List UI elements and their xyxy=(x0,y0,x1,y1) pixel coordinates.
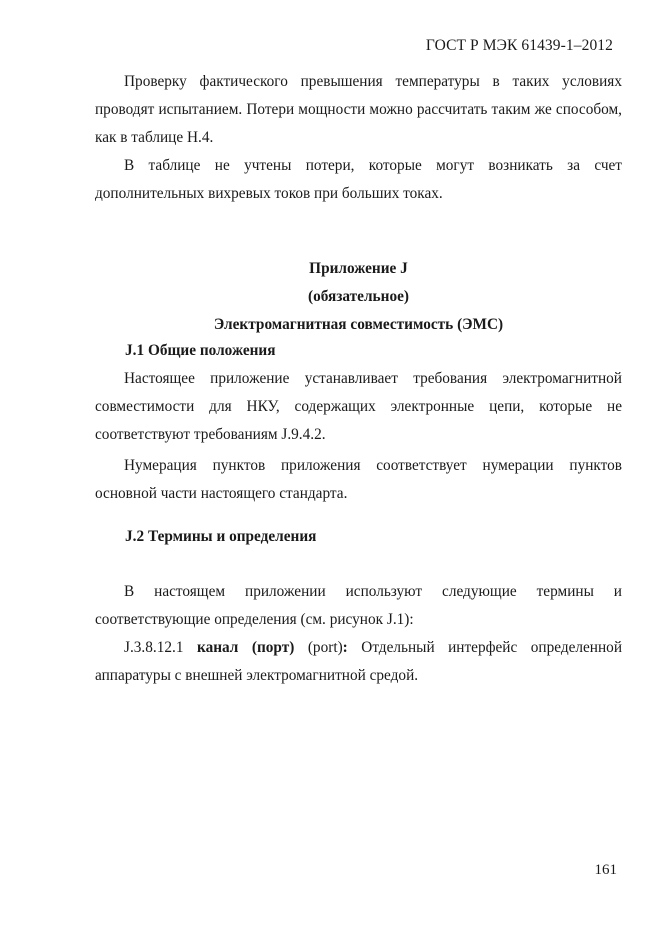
section-1-paragraph-2: Нумерация пунктов приложения соответствует нумерации пунктов основной части настоящего стандарта. xyxy=(95,457,622,502)
term-definition: Отдельный интерфейс определенной аппаратуры с внешней электромагнитной средой. xyxy=(95,639,623,684)
intro-paragraph-1: Проверку фактического превышения температуры в таких условиях проводят испытанием. Потери мощности можно рассчитать таким же способом, как в таблице H.4. xyxy=(95,73,622,146)
annex-subject: Электромагнитная совместимость (ЭМС) xyxy=(213,316,504,333)
page-number: 161 xyxy=(594,862,617,878)
intro-text xyxy=(95,68,622,208)
section-1-heading: J.1 Общие положения xyxy=(125,342,276,359)
term-name: канал (порт) xyxy=(196,639,295,656)
term-english: (port) xyxy=(307,639,343,656)
section-2-text xyxy=(95,578,622,690)
section-2-heading: J.2 Термины и определения xyxy=(125,528,317,545)
section-1-text xyxy=(95,365,622,508)
annex-title: Приложение J xyxy=(309,260,408,277)
term-colon: : xyxy=(342,639,348,656)
term-definition-paragraph xyxy=(95,634,622,690)
intro-paragraph-2: В таблице не учтены потери, которые могут возникать за счет дополнительных вихревых токов при больших токах. xyxy=(95,157,622,202)
term-number: J.3.8.12.1 xyxy=(124,639,184,656)
section-1-paragraph-1: Настоящее приложение устанавливает требования электромагнитной совместимости для НКУ, содержащих электронные цепи, которые не соответствуют требованиям J.9.4.2. xyxy=(95,370,622,443)
section-2-paragraph-1: В настоящем приложении используют следующие термины и соответствующие определения (см. рисунок J.1): xyxy=(95,583,622,628)
document-header: ГОСТ Р МЭК 61439-1–2012 xyxy=(425,37,613,54)
annex-status: (обязательное) xyxy=(307,288,409,305)
